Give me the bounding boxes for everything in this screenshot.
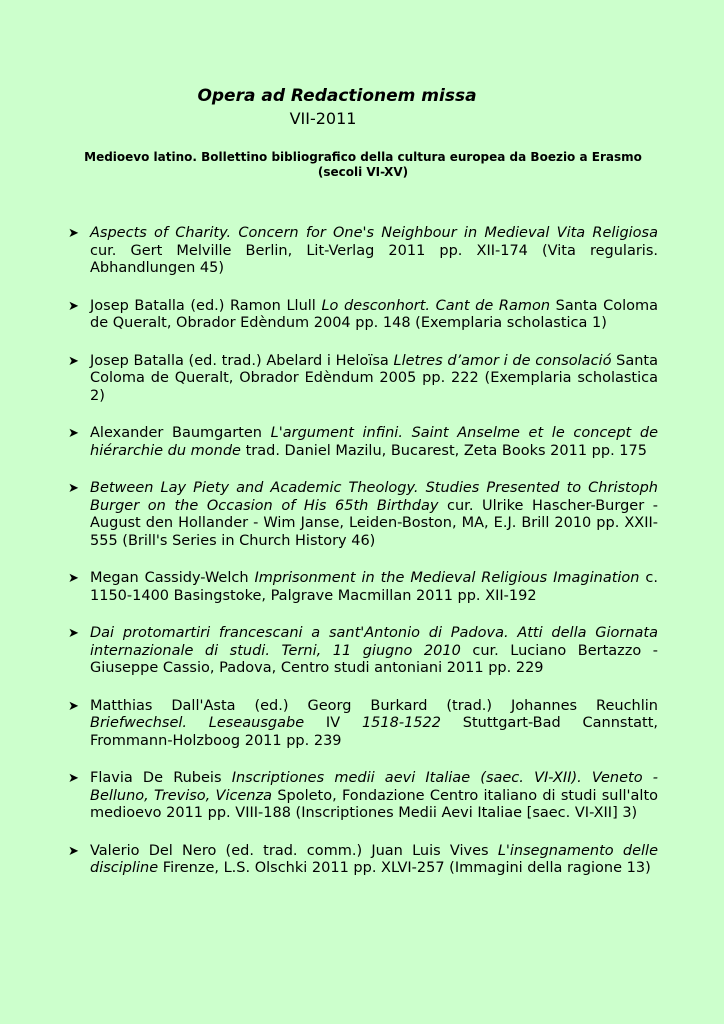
arrowhead-bullet-icon: ➤ [68, 353, 79, 369]
bibliography-entry-6: ➤ Megan Cassidy-Welch Imprisonment in the Medieval Religious Imagination c. 1150-1400 Basingstoke, Palgrave Macmillan 2011 pp. XII-192 [68, 570, 658, 604]
arrowhead-bullet-icon: ➤ [68, 771, 79, 786]
journal-subtitle [68, 150, 658, 180]
arrowhead-bullet-icon: ➤ [68, 226, 79, 241]
page-title: Opera ad Redactionem missa [197, 86, 477, 106]
bibliography-entry-10: ➤ Valerio Del Nero (ed. trad. comm.) Juan Luis Vives L'insegnamento delle discipline Firenze, L.S. Olschki 2011 pp. XLVI-257 (Immagini della ragione 13) [68, 842, 659, 876]
arrowhead-bullet-icon: ➤ [68, 698, 79, 714]
arrowhead-bullet-icon: ➤ [68, 843, 79, 859]
bibliography-entry-8: ➤ Matthias Dall'Asta (ed.) Georg Burkard (trad.) Johannes Reuchlin Briefwechsel. Leseausgabe IV 1518-1522 Stuttgart-Bad Cannstatt, Frommann-Holzboog 2011 pp. 239 [68, 697, 659, 749]
bibliography-entry-1: ➤ Aspects of Charity. Concern for One's Neighbour in Medieval Vita Religiosa cur. Gert Melville Berlin, Lit-Verlag 2011 pp. XII-174 (Vita regularis. Abhandlungen 45) [68, 225, 658, 276]
bibliography-entry-3: ➤ Josep Batalla (ed. trad.) Abelard i Heloïsa Lletres d’amor i de consolació Santa Coloma de Queralt, Obrador Edèndum 2005 pp. 222 (Exemplaria scholastica 2) [68, 352, 658, 404]
bibliography-list [68, 225, 658, 898]
arrowhead-bullet-icon: ➤ [68, 571, 79, 586]
arrowhead-bullet-icon: ➤ [68, 481, 79, 496]
bibliography-entry-5: ➤ Between Lay Piety and Academic Theology. Studies Presented to Christoph Burger on the Occasion of His 65th Birthday cur. Ulrike Hascher-Burger - August den Hollander - Wim Janse, Leiden-Boston, MA, E.J. Brill 2010 pp. XXII-555 (Brill's Series in Church History 46) [68, 480, 659, 549]
bibliography-entry-9: ➤ Flavia De Rubeis Inscriptiones medii aevi Italiae (saec. VI-XII). Veneto - Belluno, Treviso, Vicenza Spoleto, Fondazione Centro italiano di studi sull'alto medioevo 2011 pp. VIII-188 (Inscriptiones Medii Aevi Italiae [saec. VI-XII] 3) [68, 770, 658, 821]
issue-number: VII-2011 [289, 109, 357, 128]
bibliography-entry-7: ➤ Dai protomartiri francescani a sant'Antonio di Padova. Atti della Giornata internazionale di studi. Terni, 11 giugno 2010 cur. Luciano Bertazzo - Giuseppe Cassio, Padova, Centro studi antoniani 2011 pp. 229 [68, 625, 659, 676]
arrowhead-bullet-icon: ➤ [68, 298, 79, 314]
journal-subtitle-line1: Medioevo latino. Bollettino bibliografico della cultura europea da Boezio a Erasmo [84, 150, 642, 164]
bibliography-entry-4: ➤ Alexander Baumgarten L'argument infini. Saint Anselme et le concept de hiérarchie du monde trad. Daniel Mazilu, Bucarest, Zeta Books 2011 pp. 175 [68, 425, 658, 459]
journal-subtitle-line2: (secoli VI-XV) [317, 165, 409, 179]
arrowhead-bullet-icon: ➤ [68, 426, 79, 441]
bibliography-entry-2: ➤ Josep Batalla (ed.) Ramon Llull Lo desconhort. Cant de Ramon Santa Coloma de Queralt, Obrador Edèndum 2004 pp. 148 (Exemplaria scholastica 1) [68, 297, 659, 331]
arrowhead-bullet-icon: ➤ [68, 626, 79, 641]
